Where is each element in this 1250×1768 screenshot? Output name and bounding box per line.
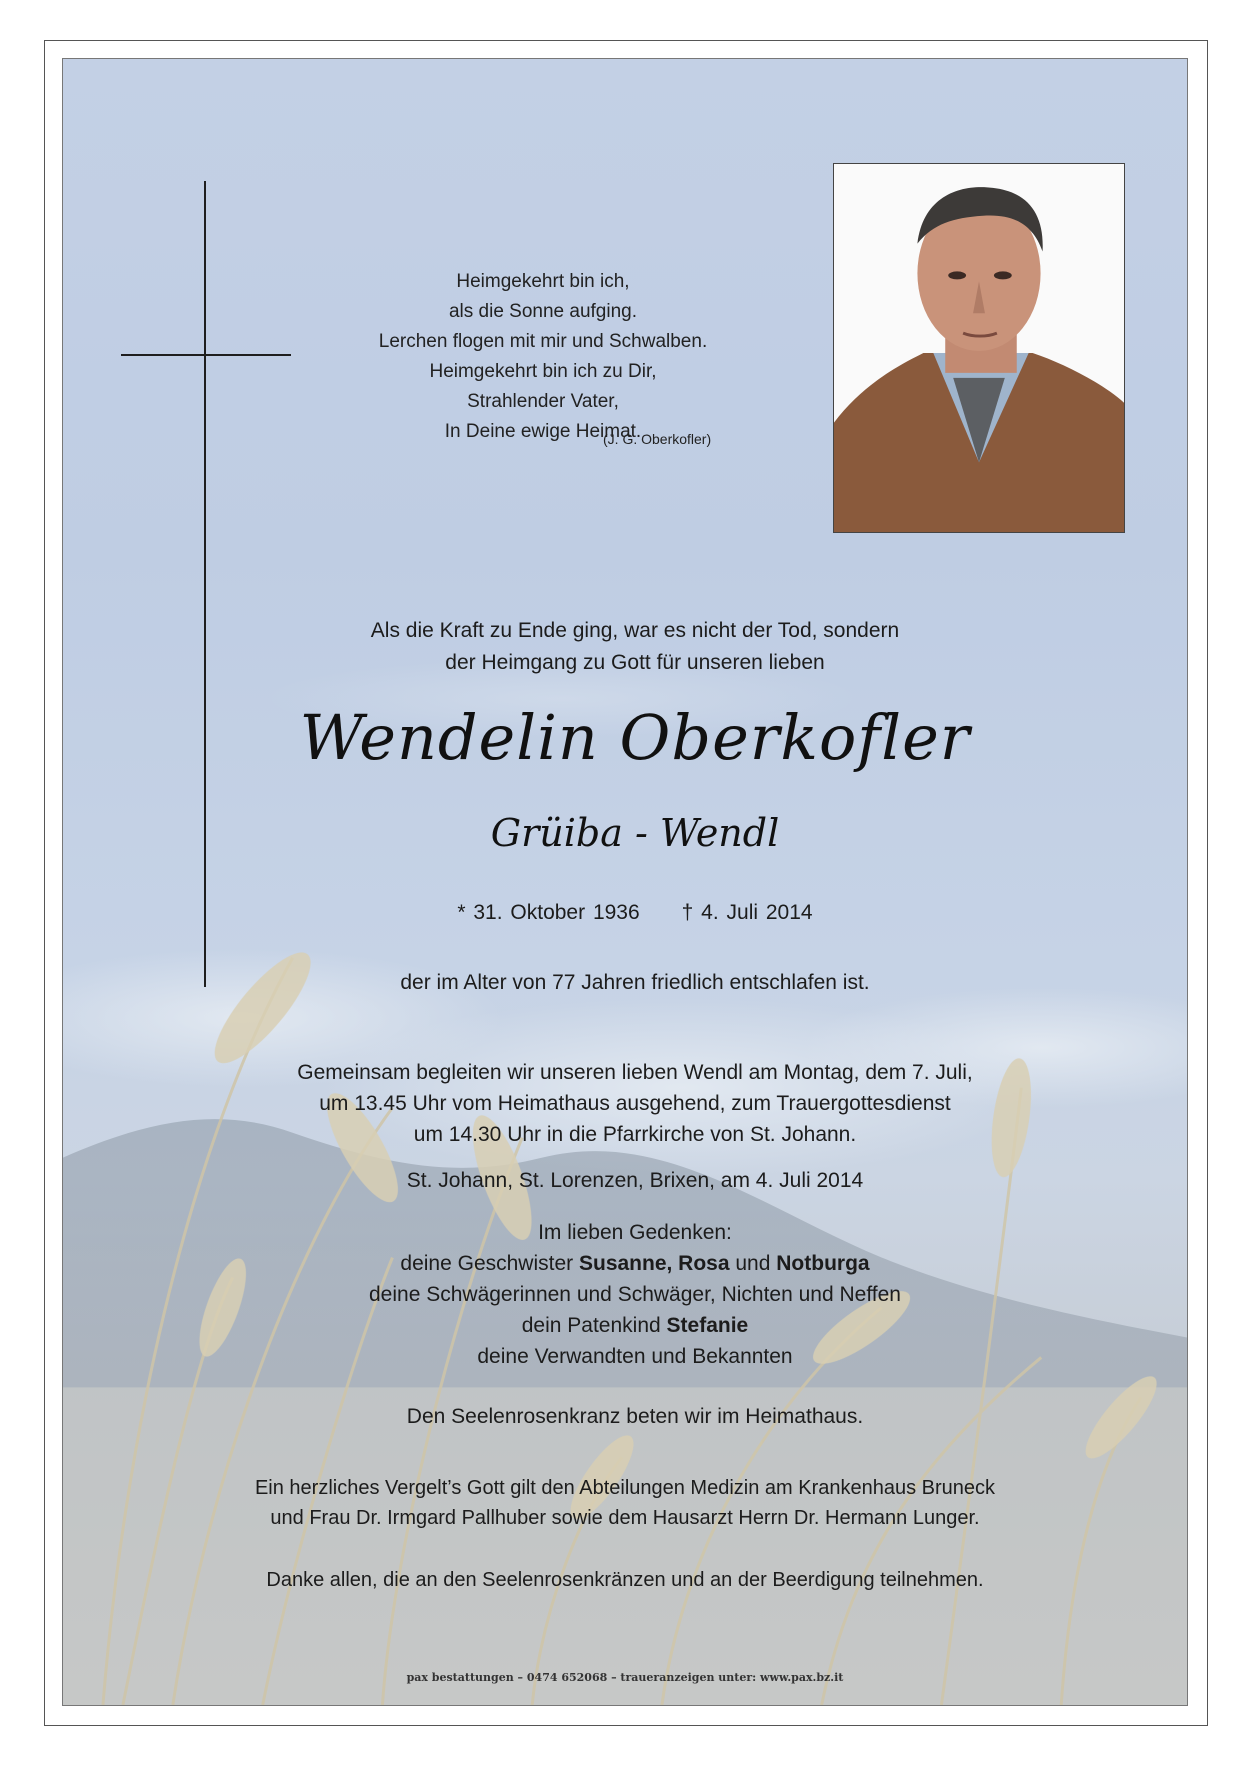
mourners-siblings xyxy=(135,1248,1135,1279)
poem-line: Strahlender Vater, xyxy=(467,391,619,412)
siblings-prefix: deine Geschwister xyxy=(400,1252,579,1275)
portrait-photo xyxy=(833,163,1125,533)
footer-imprint: pax bestattungen – 0474 652068 – traueranzeigen unter: www.pax.bz.it xyxy=(406,1671,844,1684)
funeral-line: um 14.30 Uhr in die Pfarrkirche von St. Johann. xyxy=(413,1123,857,1146)
place-and-date: St. Johann, St. Lorenzen, Brixen, am 4. Juli 2014 xyxy=(406,1169,864,1192)
poem-line: Lerchen flogen mit mir und Schwalben. xyxy=(378,331,708,352)
mourners-godchild xyxy=(135,1310,1135,1341)
life-dates xyxy=(135,901,1135,925)
mourners-list xyxy=(135,1217,1135,1372)
obituary-card xyxy=(62,58,1188,1706)
funeral-line: Gemeinsam begleiten wir unseren lieben Wendl am Montag, dem 7. Juli, xyxy=(297,1061,973,1084)
godchild-name: Stefanie xyxy=(666,1314,749,1337)
thanks-attendance: Danke allen, die an den Seelenrosenkränzen und an der Beerdigung teilnehmen. xyxy=(266,1569,984,1591)
poem-author: (J. G. Oberkofler) xyxy=(603,431,712,447)
siblings-last: Notburga xyxy=(776,1252,870,1275)
deceased-nickname: Grüiba - Wendl xyxy=(490,811,780,855)
thanks-text xyxy=(63,1473,1187,1533)
cross-vertical xyxy=(204,181,206,987)
mourners-in-laws: deine Schwägerinnen und Schwäger, Nichten und Neffen xyxy=(369,1283,901,1306)
funeral-info xyxy=(135,1057,1135,1150)
thanks-line: und Frau Dr. Irmgard Pallhuber sowie dem Hausarzt Herrn Dr. Hermann Lunger. xyxy=(270,1507,980,1529)
siblings-and: und xyxy=(729,1252,777,1275)
poem-line: Heimgekehrt bin ich zu Dir, xyxy=(429,361,657,382)
mourners-heading: Im lieben Gedenken: xyxy=(538,1221,732,1244)
godchild-prefix: dein Patenkind xyxy=(521,1314,667,1337)
poem-line: Heimgekehrt bin ich, xyxy=(456,271,630,292)
death-date: † 4. Juli 2014 xyxy=(681,901,813,924)
thanks-line: Ein herzliches Vergelt’s Gott gilt den Abteilungen Medizin am Krankenhaus Bruneck xyxy=(254,1477,996,1499)
poem xyxy=(333,267,753,447)
cross-horizontal xyxy=(121,354,291,356)
rosary-note: Den Seelenrosenkranz beten wir im Heimathaus. xyxy=(406,1405,864,1428)
birth-date: * 31. Oktober 1936 xyxy=(457,901,640,924)
siblings-names: Susanne, Rosa xyxy=(578,1252,730,1275)
poem-line: In Deine ewige Heimat. xyxy=(444,421,642,442)
deceased-name: Wendelin Oberkofler xyxy=(299,701,971,774)
mourners-relatives: deine Verwandten und Bekannten xyxy=(477,1345,793,1368)
poem-line: als die Sonne aufging. xyxy=(448,301,638,322)
age-text: der im Alter von 77 Jahren friedlich entschlafen ist. xyxy=(400,971,870,994)
funeral-line: um 13.45 Uhr vom Heimathaus ausgehend, zum Trauergottesdienst xyxy=(319,1092,951,1115)
intro-text xyxy=(135,615,1135,679)
intro-line: Als die Kraft zu Ende ging, war es nicht der Tod, sondern xyxy=(370,619,900,642)
intro-line: der Heimgang zu Gott für unseren lieben xyxy=(445,651,825,674)
